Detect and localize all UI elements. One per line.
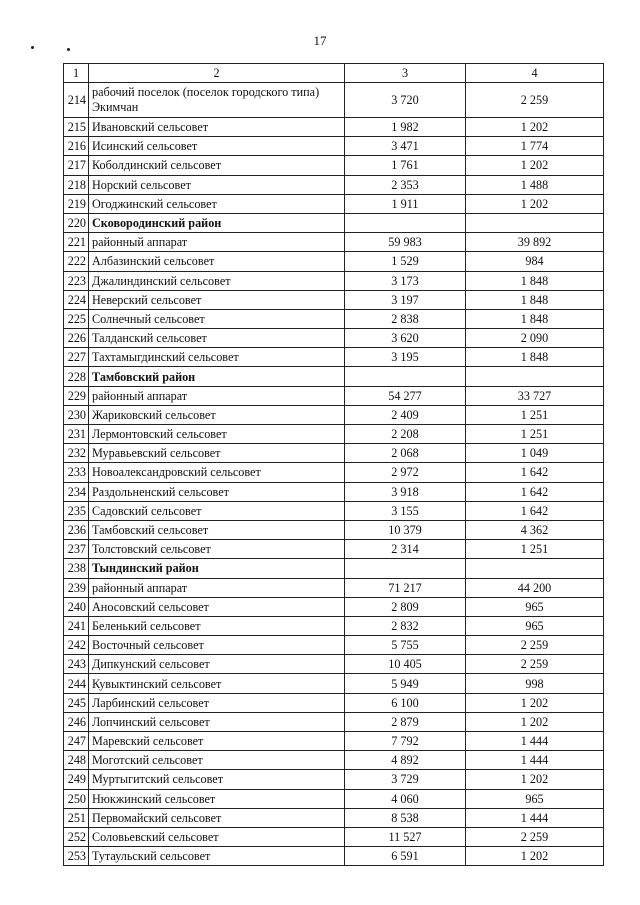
row-name: Садовский сельсовет xyxy=(89,501,345,520)
table-header-row xyxy=(64,64,604,83)
table-row xyxy=(64,348,604,367)
row-value-col3: 1 529 xyxy=(345,252,466,271)
row-number: 225 xyxy=(64,309,89,328)
column-header-name: 2 xyxy=(89,64,345,83)
scan-speck-mark xyxy=(31,46,34,49)
row-number: 240 xyxy=(64,597,89,616)
table-row xyxy=(64,252,604,271)
budget-allocation-table xyxy=(63,63,604,866)
column-header-col3: 3 xyxy=(345,64,466,83)
row-name: Моготский сельсовет xyxy=(89,751,345,770)
row-value-col3: 3 197 xyxy=(345,290,466,309)
row-value-col3: 3 729 xyxy=(345,770,466,789)
row-name: Соловьевский сельсовет xyxy=(89,827,345,846)
row-value-col4: 1 202 xyxy=(466,770,604,789)
row-name: Солнечный сельсовет xyxy=(89,309,345,328)
row-name: Тындинский район xyxy=(89,559,345,578)
table-row xyxy=(64,693,604,712)
row-value-col4: 1 251 xyxy=(466,405,604,424)
row-number: 246 xyxy=(64,712,89,731)
row-name: Ларбинский сельсовет xyxy=(89,693,345,712)
row-value-col4: 1 848 xyxy=(466,348,604,367)
row-name: Нюкжинский сельсовет xyxy=(89,789,345,808)
scan-speck-mark xyxy=(67,48,70,51)
row-name: районный аппарат xyxy=(89,386,345,405)
table-row xyxy=(64,616,604,635)
row-value-col4: 965 xyxy=(466,616,604,635)
row-name: Сковородинский район xyxy=(89,213,345,232)
row-number: 237 xyxy=(64,540,89,559)
row-number: 243 xyxy=(64,655,89,674)
row-value-col4 xyxy=(466,213,604,232)
row-value-col3 xyxy=(345,559,466,578)
row-value-col4: 1 848 xyxy=(466,271,604,290)
row-name: Неверский сельсовет xyxy=(89,290,345,309)
row-value-col3: 2 879 xyxy=(345,712,466,731)
row-value-col4: 2 259 xyxy=(466,636,604,655)
row-number: 223 xyxy=(64,271,89,290)
row-name: Огоджинский сельсовет xyxy=(89,194,345,213)
row-name: Коболдинский сельсовет xyxy=(89,156,345,175)
row-value-col4: 998 xyxy=(466,674,604,693)
row-number: 221 xyxy=(64,233,89,252)
table-row xyxy=(64,194,604,213)
row-number: 222 xyxy=(64,252,89,271)
row-name: рабочий поселок (поселок городского типа) Экимчан xyxy=(89,83,345,118)
row-value-col4: 984 xyxy=(466,252,604,271)
table-row xyxy=(64,520,604,539)
row-value-col4: 1 444 xyxy=(466,751,604,770)
row-number: 236 xyxy=(64,520,89,539)
row-name: Новоалександровский сельсовет xyxy=(89,463,345,482)
row-number: 228 xyxy=(64,367,89,386)
row-value-col3: 3 720 xyxy=(345,83,466,118)
row-value-col4: 2 259 xyxy=(466,827,604,846)
row-number: 216 xyxy=(64,137,89,156)
row-value-col4: 1 202 xyxy=(466,712,604,731)
row-value-col4: 965 xyxy=(466,789,604,808)
row-value-col4 xyxy=(466,559,604,578)
table-row-district-heading xyxy=(64,559,604,578)
table-row xyxy=(64,636,604,655)
table-row xyxy=(64,789,604,808)
row-value-col3: 2 068 xyxy=(345,444,466,463)
row-value-col4: 1 642 xyxy=(466,501,604,520)
row-value-col4: 2 090 xyxy=(466,329,604,348)
row-value-col4: 1 642 xyxy=(466,463,604,482)
row-name: Дипкунский сельсовет xyxy=(89,655,345,674)
row-value-col4: 1 251 xyxy=(466,425,604,444)
row-value-col3: 3 155 xyxy=(345,501,466,520)
row-value-col4: 1 251 xyxy=(466,540,604,559)
table-row xyxy=(64,540,604,559)
row-name: Джалиндинский сельсовет xyxy=(89,271,345,290)
row-number: 239 xyxy=(64,578,89,597)
row-value-col4: 4 362 xyxy=(466,520,604,539)
row-value-col3: 2 314 xyxy=(345,540,466,559)
row-value-col3: 4 060 xyxy=(345,789,466,808)
row-name: Кувыктинский сельсовет xyxy=(89,674,345,693)
row-number: 245 xyxy=(64,693,89,712)
row-value-col3: 2 809 xyxy=(345,597,466,616)
table-row xyxy=(64,290,604,309)
row-value-col4: 1 848 xyxy=(466,309,604,328)
row-value-col4 xyxy=(466,367,604,386)
row-value-col3: 6 100 xyxy=(345,693,466,712)
table-row xyxy=(64,425,604,444)
row-number: 235 xyxy=(64,501,89,520)
row-number: 242 xyxy=(64,636,89,655)
row-value-col3: 3 471 xyxy=(345,137,466,156)
row-number: 214 xyxy=(64,83,89,118)
row-value-col3 xyxy=(345,213,466,232)
row-name: Тамбовский район xyxy=(89,367,345,386)
row-number: 217 xyxy=(64,156,89,175)
row-number: 224 xyxy=(64,290,89,309)
row-name: Раздольненский сельсовет xyxy=(89,482,345,501)
row-value-col3: 3 918 xyxy=(345,482,466,501)
table-row xyxy=(64,827,604,846)
table-row xyxy=(64,674,604,693)
column-header-number: 1 xyxy=(64,64,89,83)
row-number: 238 xyxy=(64,559,89,578)
table-row xyxy=(64,655,604,674)
table-row xyxy=(64,578,604,597)
row-value-col4: 1 202 xyxy=(466,693,604,712)
table-row xyxy=(64,271,604,290)
row-name: Талданский сельсовет xyxy=(89,329,345,348)
table-row xyxy=(64,83,604,118)
row-value-col3: 2 208 xyxy=(345,425,466,444)
row-name: Тахтамыгдинский сельсовет xyxy=(89,348,345,367)
table-row xyxy=(64,751,604,770)
row-value-col3: 3 620 xyxy=(345,329,466,348)
row-value-col4: 1 642 xyxy=(466,482,604,501)
table-row xyxy=(64,405,604,424)
row-number: 231 xyxy=(64,425,89,444)
row-number: 233 xyxy=(64,463,89,482)
row-number: 234 xyxy=(64,482,89,501)
row-value-col3: 8 538 xyxy=(345,808,466,827)
row-value-col3: 7 792 xyxy=(345,732,466,751)
table-row xyxy=(64,118,604,137)
row-value-col3: 1 911 xyxy=(345,194,466,213)
table-body xyxy=(64,83,604,866)
row-value-col4: 1 049 xyxy=(466,444,604,463)
row-name: Исинский сельсовет xyxy=(89,137,345,156)
row-value-col3: 10 379 xyxy=(345,520,466,539)
row-number: 227 xyxy=(64,348,89,367)
row-name: Норский сельсовет xyxy=(89,175,345,194)
row-name: Жариковский сельсовет xyxy=(89,405,345,424)
row-number: 250 xyxy=(64,789,89,808)
row-value-col3: 3 195 xyxy=(345,348,466,367)
row-name: Лопчинский сельсовет xyxy=(89,712,345,731)
table-row xyxy=(64,770,604,789)
row-number: 230 xyxy=(64,405,89,424)
row-value-col4: 33 727 xyxy=(466,386,604,405)
table-row xyxy=(64,156,604,175)
row-value-col3: 5 755 xyxy=(345,636,466,655)
row-value-col3: 2 838 xyxy=(345,309,466,328)
row-value-col4: 1 202 xyxy=(466,156,604,175)
row-value-col4: 1 848 xyxy=(466,290,604,309)
row-value-col4: 39 892 xyxy=(466,233,604,252)
row-number: 248 xyxy=(64,751,89,770)
row-number: 232 xyxy=(64,444,89,463)
row-name: Албазинский сельсовет xyxy=(89,252,345,271)
row-name: Беленький сельсовет xyxy=(89,616,345,635)
row-value-col4: 44 200 xyxy=(466,578,604,597)
row-name: районный аппарат xyxy=(89,578,345,597)
row-name: Лермонтовский сельсовет xyxy=(89,425,345,444)
row-name: Муртыгитский сельсовет xyxy=(89,770,345,789)
table-row xyxy=(64,386,604,405)
table-row xyxy=(64,329,604,348)
row-name: Аносовский сельсовет xyxy=(89,597,345,616)
row-name: Первомайский сельсовет xyxy=(89,808,345,827)
table-row-district-heading xyxy=(64,213,604,232)
row-number: 220 xyxy=(64,213,89,232)
row-name: Муравьевский сельсовет xyxy=(89,444,345,463)
row-value-col3: 2 972 xyxy=(345,463,466,482)
table-row xyxy=(64,732,604,751)
row-value-col3 xyxy=(345,367,466,386)
row-value-col4: 1 202 xyxy=(466,118,604,137)
table-row xyxy=(64,444,604,463)
row-number: 229 xyxy=(64,386,89,405)
row-number: 247 xyxy=(64,732,89,751)
row-name: Маревский сельсовет xyxy=(89,732,345,751)
row-value-col3: 2 832 xyxy=(345,616,466,635)
row-value-col3: 59 983 xyxy=(345,233,466,252)
row-value-col3: 11 527 xyxy=(345,827,466,846)
row-name: Тамбовский сельсовет xyxy=(89,520,345,539)
table-row xyxy=(64,175,604,194)
table-row xyxy=(64,808,604,827)
row-value-col4: 2 259 xyxy=(466,655,604,674)
row-value-col4: 1 488 xyxy=(466,175,604,194)
row-name: Ивановский сельсовет xyxy=(89,118,345,137)
row-value-col3: 10 405 xyxy=(345,655,466,674)
row-number: 244 xyxy=(64,674,89,693)
row-value-col4: 1 444 xyxy=(466,732,604,751)
row-value-col4: 1 444 xyxy=(466,808,604,827)
row-name: Тутаульский сельсовет xyxy=(89,847,345,866)
row-number: 226 xyxy=(64,329,89,348)
table-row xyxy=(64,233,604,252)
table-row xyxy=(64,482,604,501)
row-value-col3: 1 761 xyxy=(345,156,466,175)
row-value-col3: 3 173 xyxy=(345,271,466,290)
column-header-col4: 4 xyxy=(466,64,604,83)
row-number: 241 xyxy=(64,616,89,635)
row-value-col3: 2 409 xyxy=(345,405,466,424)
row-number: 252 xyxy=(64,827,89,846)
table-row xyxy=(64,463,604,482)
table-row-district-heading xyxy=(64,367,604,386)
row-value-col4: 1 202 xyxy=(466,194,604,213)
row-value-col3: 4 892 xyxy=(345,751,466,770)
table-row xyxy=(64,597,604,616)
row-value-col4: 1 774 xyxy=(466,137,604,156)
row-value-col3: 5 949 xyxy=(345,674,466,693)
row-value-col4: 965 xyxy=(466,597,604,616)
row-name: Восточный сельсовет xyxy=(89,636,345,655)
table-row xyxy=(64,847,604,866)
row-number: 218 xyxy=(64,175,89,194)
table-row xyxy=(64,501,604,520)
page-number: 17 xyxy=(313,33,327,48)
row-value-col4: 1 202 xyxy=(466,847,604,866)
row-name: Толстовский сельсовет xyxy=(89,540,345,559)
row-value-col4: 2 259 xyxy=(466,83,604,118)
table-row xyxy=(64,712,604,731)
row-name: районный аппарат xyxy=(89,233,345,252)
row-number: 219 xyxy=(64,194,89,213)
row-number: 253 xyxy=(64,847,89,866)
row-number: 249 xyxy=(64,770,89,789)
row-number: 215 xyxy=(64,118,89,137)
row-value-col3: 54 277 xyxy=(345,386,466,405)
row-value-col3: 6 591 xyxy=(345,847,466,866)
row-value-col3: 2 353 xyxy=(345,175,466,194)
row-value-col3: 71 217 xyxy=(345,578,466,597)
table-row xyxy=(64,137,604,156)
table-row xyxy=(64,309,604,328)
row-value-col3: 1 982 xyxy=(345,118,466,137)
row-number: 251 xyxy=(64,808,89,827)
